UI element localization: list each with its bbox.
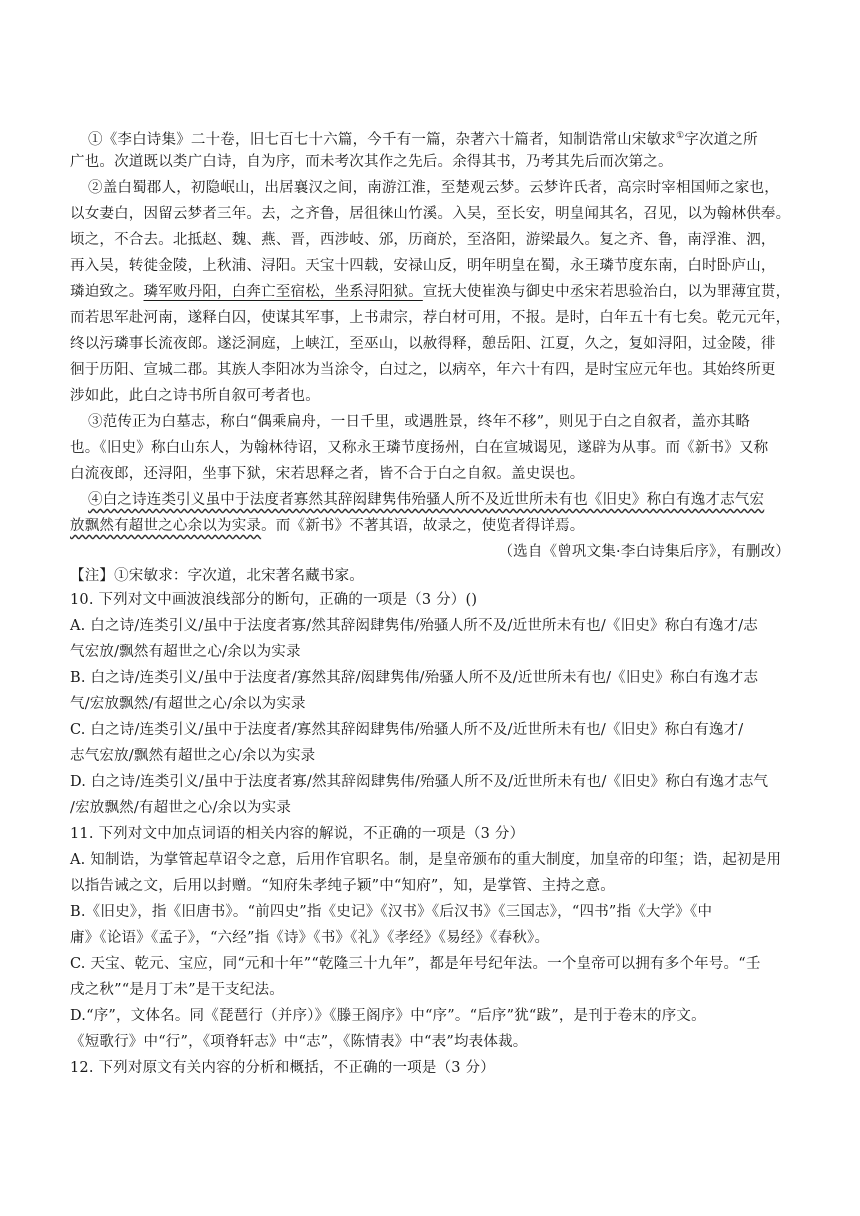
passage-p1-line1 — [88, 126, 800, 150]
passage-p2-line8: 徊于历阳、宣城二郡。其族人李阳冰为当涂令，白过之，以病卒，年六十有四，是时宝应元年也。其始终所更 — [70, 362, 776, 378]
passage-p3-line2: 也。《旧史》称白山东人，为翰林待诏，又称永王璘节度扬州，白在宣城谒见，遂辟为从事。而《新书》又称 — [70, 440, 769, 456]
passage-p2-line3: 顷之，不合去。北抵赵、魏、燕、晋，西涉岐、邠，历商於，至洛阳，游梁最久。复之齐、鲁，南浮淮、泗， — [70, 232, 776, 248]
passage-text: ①《李白诗集》二十卷，旧七百七十六篇，今千有一篇，杂著六十篇者，知制诰常山宋敏求 — [88, 131, 676, 148]
passage-p2-line7: 终以污璘事长流夜郎。遂泛洞庭，上峡江，至巫山，以赦得释，憩岳阳、江夏，久之，复如浔阳，过金陵，徘 — [70, 336, 776, 352]
passage-text: 璘迫致之。 — [70, 284, 144, 300]
question-11-option-d-line2: 《短歌行》中“行”，《项脊轩志》中“志”，《陈情表》中“表”均表体裁。 — [70, 1034, 528, 1050]
passage-p2-line6: 而若思军赴河南，遂释白囚，使谋其军事，上书肃宗，荐白材可用，不报。是时，白年五十有七矣。乾元元年， — [70, 310, 791, 326]
question-11-option-a-line1: A. 知制诰，为掌管起草诏令之意，后用作官职名。制，是皇帝颁布的重大制度，加皇帝的印玺；诰，起初是用 — [70, 852, 782, 868]
question-10-option-b-line1: B. 白之诗/连类引义/虽中于法度者/寡然其辞/闳肆隽伟/殆骚人所不及/近世所未有也/《旧史》称白有逸才志 — [70, 670, 759, 686]
question-10-option-d-line2: /宏放飘然/有超世之心/余以为实录 — [70, 800, 292, 816]
question-10-option-d-line1: D. 白之诗/连类引义/虽中于法度者寡/然其辞闳肆隽伟/殆骚人所不及/近世所未有也/《旧史》称白有逸才志气 — [70, 774, 769, 790]
wavy-underlined-sentence: ④白之诗连类引义虽中于法度者寡然其辞闳肆隽伟殆骚人所不及近世所未有也《旧史》称白有逸才志气宏 — [88, 492, 765, 508]
passage-p2-line9: 涉如此，此白之诗书所自叙可考者也。 — [70, 388, 320, 404]
passage-p2-line1: ②盖白蜀郡人，初隐岷山，出居襄汉之间，南游江淮，至楚观云梦。云梦许氏者，高宗时宰相国师之家也， — [88, 180, 779, 196]
question-10-option-b-line2: 气/宏放飘然/有超世之心/余以为实录 — [70, 696, 306, 712]
passage-p1-line2: 广也。次道既以类广白诗，自为序，而未考次其作之先后。余得其书，乃考其先后而次第之。 — [70, 154, 673, 170]
source-citation: （选自《曾巩文集·李白诗集后序》，有删改） — [498, 544, 790, 560]
wavy-underlined-sentence: 放飘然有超世之心余以为实录 — [70, 518, 262, 534]
passage-p2-line2: 以女妻白，因留云梦者三年。去，之齐鲁，居徂徕山竹溪。入吴，至长安，明皇闻其名，召见，以为翰林供奉。 — [70, 206, 791, 222]
question-10-option-c-line2: 志气宏放/飘然有超世之心/余以为实录 — [70, 748, 316, 764]
footnote: 【注】①宋敏求：字次道，北宋著名藏书家。 — [70, 568, 364, 584]
question-10-stem: 10. 下列对文中画波浪线部分的断句，正确的一项是（3 分）() — [70, 592, 478, 608]
passage-p2-line4: 再入吴，转徙金陵，上秋浦、浔阳。天宝十四载，安禄山反，明年明皇在蜀，永王璘节度东南，白时卧庐山， — [70, 258, 776, 274]
question-11-stem: 11. 下列对文中加点词语的相关内容的解说，不正确的一项是（3 分） — [70, 826, 525, 842]
passage-p2-line5 — [70, 282, 800, 302]
passage-p3-line1: ③范传正为白墓志，称白“偶乘扁舟，一日千里，或遇胜景，终年不移”，则见于白之自叙者，盖亦其略 — [88, 414, 751, 430]
passage-text: 字次道之所 — [684, 131, 758, 148]
question-11-option-b-line1: B.《旧史》，指《旧唐书》。“前四史”指《史记》《汉书》《后汉书》《三国志》，“四书”指《大学》《中 — [70, 904, 713, 920]
question-10-option-a-line1: A. 白之诗/连类引义/虽中于法度者寡/然其辞闳肆隽伟/殆骚人所不及/近世所未有也/《旧史》称白有逸才/志 — [70, 618, 758, 634]
question-11-option-b-line2: 庸》《论语》《孟子》，“六经”指《诗》《书》《礼》《孝经》《易经》《春秋》。 — [70, 930, 550, 946]
question-12-stem: 12. 下列对原文有关内容的分析和概括，不正确的一项是（3 分） — [70, 1060, 495, 1076]
question-11-option-c-line1: C. 天宝、乾元、宝应，同“元和十年”“乾隆三十九年”，都是年号纪年法。一个皇帝可以拥有多个年号。“壬 — [70, 956, 761, 972]
question-10-option-c-line1: C. 白之诗/连类引义/虽中于法度者/寡然其辞闳肆隽伟/殆骚人所不及/近世所未有也/《旧史》称白有逸才/ — [70, 722, 744, 738]
question-11-option-d-line1: D.“序”，文体名。同《琵琶行（并序）》《滕王阁序》中“序”。“后序”犹“跋”，是刊于卷末的序文。 — [70, 1008, 706, 1024]
passage-p3-line3: 白流夜郎，还浔阳，坐事下狱，宋若思释之者，皆不合于白之自叙。盖史误也。 — [70, 466, 585, 482]
passage-p4-line2 — [70, 516, 800, 536]
passage-text: 。而《新书》不著其语，故录之，使览者得详焉。 — [261, 518, 585, 534]
passage-p4-line1 — [88, 490, 800, 510]
underlined-sentence: 璘军败丹阳，白奔亡至宿松，坐系浔阳狱。 — [143, 284, 423, 300]
passage-text: 宣抚大使崔涣与御史中丞宋若思验治白，以为罪薄宜贳， — [422, 284, 791, 300]
question-10-option-a-line2: 气宏放/飘然有超世之心/余以为实录 — [70, 644, 301, 660]
question-11-option-a-line2: 以指告诫之文，后用以封赠。“知府朱孝纯子颖”中“知府”，知，是掌管、主持之意。 — [70, 878, 615, 894]
footnote-marker: ① — [676, 131, 685, 141]
question-11-option-c-line2: 戌之秋”“是月丁未”是干支纪法。 — [70, 982, 284, 998]
